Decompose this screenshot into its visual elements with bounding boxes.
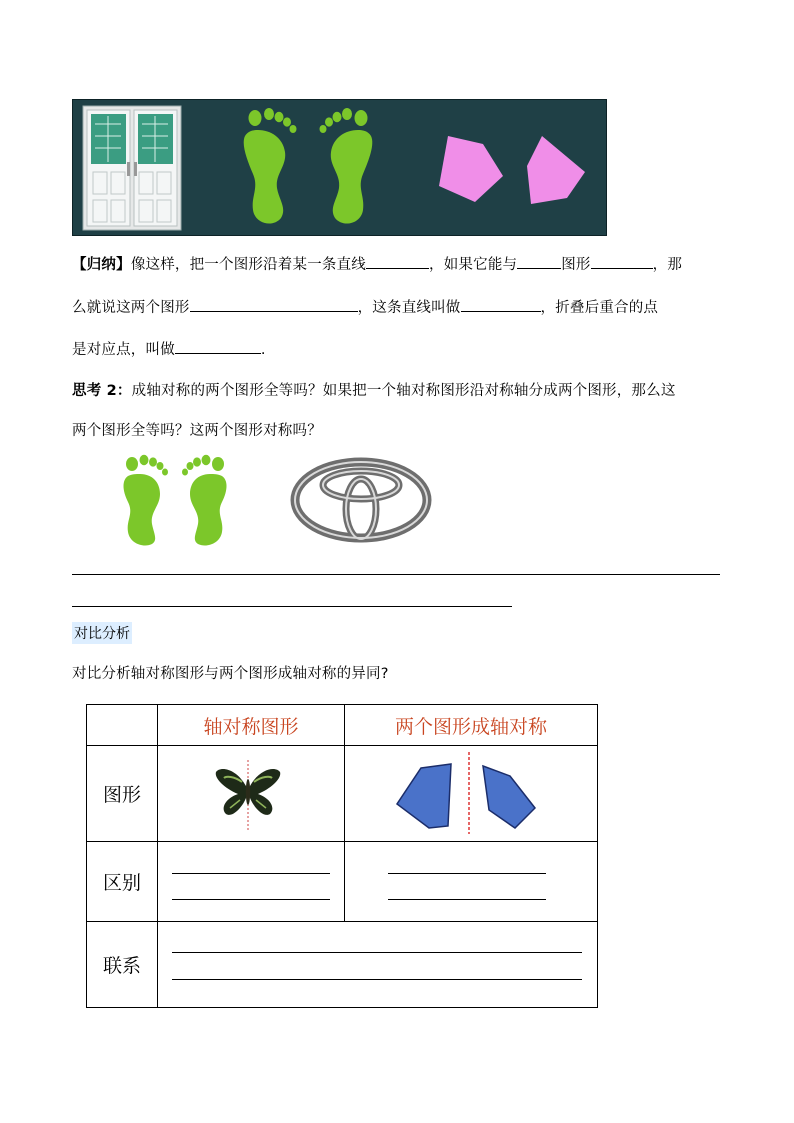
summary-line-2: [72, 296, 732, 317]
summary-text: 像这样，把一个图形沿着某一条直线: [130, 257, 367, 273]
row-label-connection: 联系: [87, 922, 158, 1008]
difference-cell-1[interactable]: [158, 842, 345, 922]
think2-text: 两个图形全等吗？这两个图形对称吗？: [72, 423, 322, 439]
think2-text: 成轴对称的两个图形全等吗？如果把一个轴对称图形沿对称轴分成两个图形，那么这: [131, 383, 676, 399]
blank-fill[interactable]: [366, 254, 429, 269]
answer-line[interactable]: [172, 899, 330, 900]
pentagon-pair-icon: [345, 746, 598, 841]
section-title: 对比分析: [72, 622, 132, 644]
right-footprint-icon: [320, 108, 373, 224]
footprints-image: [118, 452, 238, 546]
row-label-difference: 区别: [87, 842, 158, 922]
row-label-figure: 图形: [87, 746, 158, 842]
header-two-figures-symmetric: 两个图形成轴对称: [345, 705, 598, 746]
answer-line[interactable]: [72, 574, 720, 575]
answer-line[interactable]: [72, 606, 512, 607]
think2-line-1: [72, 379, 732, 400]
summary-text: ，那: [652, 257, 683, 273]
difference-cell-2[interactable]: [345, 842, 598, 922]
summary-text: ，这条直线叫做: [357, 300, 461, 316]
blank-fill[interactable]: [175, 339, 261, 354]
comparison-question: 对比分析轴对称图形与两个图形成轴对称的异同?: [72, 666, 389, 682]
summary-text: 图形: [561, 257, 591, 273]
think2-line-2: [72, 419, 732, 440]
banner-illustration: [73, 100, 606, 235]
connection-cell[interactable]: [158, 922, 598, 1008]
answer-line[interactable]: [388, 899, 546, 900]
summary-text: 么就说这两个图形: [72, 300, 190, 316]
butterfly-cell: [158, 746, 345, 842]
pentagon-right-icon: [527, 136, 585, 204]
summary-line-1: [72, 253, 732, 274]
answer-line[interactable]: [172, 873, 330, 874]
left-footprint-icon: [244, 108, 297, 224]
right-footprint-icon: [182, 455, 227, 546]
blank-fill[interactable]: [591, 254, 653, 269]
symmetry-banner: [72, 99, 607, 236]
table-corner-cell: [87, 705, 158, 746]
think2-label: 思考 2：: [72, 383, 132, 399]
blank-fill[interactable]: [517, 254, 561, 269]
summary-line-3: [72, 338, 732, 359]
pentagon-pair-cell: [345, 746, 598, 842]
summary-text: ，折叠后重合的点: [540, 300, 659, 316]
summary-text: .: [260, 342, 266, 358]
answer-line[interactable]: [172, 952, 582, 953]
comparison-table: [86, 704, 598, 1008]
summary-text: ，如果它能与: [429, 257, 518, 273]
summary-text: 是对应点，叫做: [72, 342, 175, 358]
pentagon-left-icon: [439, 136, 503, 202]
answer-line[interactable]: [388, 873, 546, 874]
summary-label: 【归纳】: [72, 257, 131, 273]
blank-fill[interactable]: [190, 297, 358, 312]
answer-line[interactable]: [172, 979, 582, 980]
toyota-logo-image: [290, 457, 432, 543]
blank-fill[interactable]: [461, 297, 541, 312]
header-axis-symmetric-figure: 轴对称图形: [158, 705, 345, 746]
butterfly-icon: [158, 746, 345, 841]
left-footprint-icon: [124, 455, 169, 546]
door-icon: [83, 106, 181, 230]
